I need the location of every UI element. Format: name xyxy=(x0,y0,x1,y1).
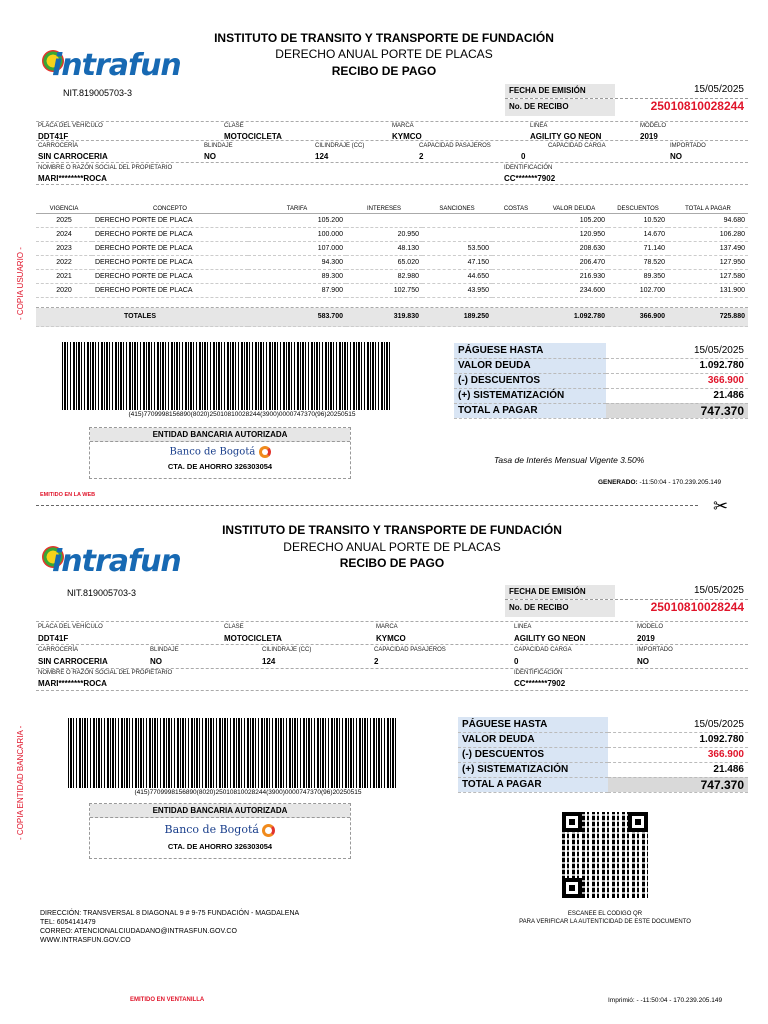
table-cell: 2022 xyxy=(36,256,92,270)
vehicle-info-2 xyxy=(36,621,748,691)
doc-title-2: RECIBO DE PAGO xyxy=(339,556,445,570)
total-label: TOTAL A PAGAR xyxy=(454,403,606,418)
table-cell: 2024 xyxy=(36,228,92,242)
column-header: DESCUENTOS xyxy=(608,205,668,214)
scissors-icon: ✂ xyxy=(713,496,729,516)
footer-direccion: DIRECCIÓN: TRANSVERSAL 8 DIAGONAL 9 # 9-75 FUNDACIÓN - MAGDALENA xyxy=(40,910,300,917)
placa: DDT41F xyxy=(38,132,69,141)
table-cell: DERECHO PORTE DE PLACA xyxy=(92,284,248,298)
detail-table xyxy=(36,205,748,327)
table-cell: DERECHO PORTE DE PLACA xyxy=(92,242,248,256)
column-header: COSTAS xyxy=(492,205,540,214)
carga-label-2: CAPACIDAD CARGA xyxy=(514,647,572,653)
linea-label: LINEA xyxy=(530,123,548,129)
bank-logo-icon xyxy=(259,446,271,458)
table-cell: 127.950 xyxy=(668,256,748,270)
bank-name xyxy=(90,446,350,458)
sist-2: 21.486 xyxy=(608,762,748,777)
imprimio xyxy=(608,997,722,1004)
table-cell: 89.300 xyxy=(248,270,346,284)
identificacion-2: CC*******7902 xyxy=(514,679,566,688)
table-cell: 43.950 xyxy=(422,284,492,298)
paguese-label: PÁGUESE HASTA xyxy=(454,343,606,358)
vehicle-info xyxy=(36,121,748,185)
totals-cell: 366.900 xyxy=(608,308,668,326)
subtitle: DERECHO ANUAL PORTE DE PLACAS xyxy=(275,47,493,61)
table-cell: 137.490 xyxy=(668,242,748,256)
emitido-ventanilla: EMITIDO EN VENTANILLA xyxy=(130,997,205,1003)
column-header: VIGENCIA xyxy=(36,205,92,214)
fecha-emision: 15/05/2025 xyxy=(693,84,744,95)
table-cell: 14.670 xyxy=(608,228,668,242)
qr-code xyxy=(562,812,648,898)
identificacion: CC*******7902 xyxy=(504,174,556,183)
column-header: INTERESES xyxy=(346,205,422,214)
paguese-label-2: PÁGUESE HASTA xyxy=(458,717,608,732)
totals-cell: 583.700 xyxy=(248,308,346,326)
identificacion-label: IDENTIFICACIÓN xyxy=(504,165,553,171)
receipt-info-2 xyxy=(505,585,748,618)
table-row xyxy=(36,228,748,242)
paguese-2: 15/05/2025 xyxy=(608,717,748,732)
receipt-info xyxy=(505,84,748,117)
table-cell: 106.280 xyxy=(668,228,748,242)
importado-label-2: IMPORTADO xyxy=(637,647,673,653)
payment-summary xyxy=(454,343,748,419)
institute-title: INSTITUTO DE TRANSITO Y TRANSPORTE DE FUNDACIÓN xyxy=(214,31,554,45)
table-row xyxy=(36,242,748,256)
table-cell xyxy=(346,214,422,228)
propietario-label-2: NOMBRE O RAZÓN SOCIAL DEL PROPIETARIO xyxy=(38,670,173,676)
column-header: VALOR DEUDA xyxy=(540,205,608,214)
table-cell xyxy=(492,228,540,242)
table-cell xyxy=(492,256,540,270)
pasajeros-2: 2 xyxy=(374,657,379,666)
marca: KYMCO xyxy=(392,132,422,141)
table-cell: 53.500 xyxy=(422,242,492,256)
barcode-2 xyxy=(68,718,398,788)
table-cell: 127.580 xyxy=(668,270,748,284)
table-cell: 2020 xyxy=(36,284,92,298)
table-cell: 94.680 xyxy=(668,214,748,228)
modelo: 2019 xyxy=(640,132,658,141)
marca-2: KYMCO xyxy=(376,634,406,643)
no-recibo-label-2: No. DE RECIBO xyxy=(505,600,615,617)
table-cell: 2023 xyxy=(36,242,92,256)
total-2: 747.370 xyxy=(608,777,748,792)
bank-name-text-2: Banco de Bogotá xyxy=(164,823,259,836)
table-cell: DERECHO PORTE DE PLACA xyxy=(92,256,248,270)
table-cell: 105.200 xyxy=(248,214,346,228)
linea: AGILITY GO NEON xyxy=(530,132,602,141)
total-label-2: TOTAL A PAGAR xyxy=(458,777,608,792)
modelo-2: 2019 xyxy=(637,634,655,643)
barcode xyxy=(62,342,392,410)
modelo-label-2: MODELO xyxy=(637,624,664,630)
table-cell: 131.900 xyxy=(668,284,748,298)
valor: 1.092.780 xyxy=(606,358,748,373)
table-row xyxy=(36,256,748,270)
bank-account: CTA. DE AHORRO 326303054 xyxy=(167,462,273,471)
propietario-label: NOMBRE O RAZÓN SOCIAL DEL PROPIETARIO xyxy=(38,165,173,171)
no-recibo: 25010810028244 xyxy=(650,99,744,113)
table-cell: 48.130 xyxy=(346,242,422,256)
placa-label-2: PLACA DEL VEHÍCULO xyxy=(38,624,103,630)
table-cell: 102.750 xyxy=(346,284,422,298)
table-cell: 82.980 xyxy=(346,270,422,284)
clase-2: MOTOCICLETA xyxy=(224,634,282,643)
footer-tel: TEL: 6054141479 xyxy=(40,919,96,926)
carroceria-2: SIN CARROCERIA xyxy=(38,657,108,666)
table-cell xyxy=(492,214,540,228)
no-recibo-label: No. DE RECIBO xyxy=(505,99,615,116)
no-recibo-2: 25010810028244 xyxy=(650,600,744,614)
cilindraje-2: 124 xyxy=(262,657,276,666)
bank-account-2: CTA. DE AHORRO 326303054 xyxy=(167,841,273,851)
valor-label: VALOR DEUDA xyxy=(454,358,606,373)
table-cell: 2021 xyxy=(36,270,92,284)
blindaje: NO xyxy=(204,152,216,161)
table-cell: 10.520 xyxy=(608,214,668,228)
pasajeros-label: CAPACIDAD PASAJEROS xyxy=(419,143,491,149)
table-cell: DERECHO PORTE DE PLACA xyxy=(92,228,248,242)
table-cell: 94.300 xyxy=(248,256,346,270)
clase-label-2: CLASE xyxy=(224,624,244,630)
paguese: 15/05/2025 xyxy=(606,343,748,358)
totals-label: TOTALES xyxy=(36,308,248,326)
table-cell: 87.900 xyxy=(248,284,346,298)
table-cell: 71.140 xyxy=(608,242,668,256)
clase: MOTOCICLETA xyxy=(224,132,282,141)
payment-summary-2 xyxy=(458,717,748,793)
column-header: TOTAL A PAGAR xyxy=(668,205,748,214)
importado-label: IMPORTADO xyxy=(670,143,706,149)
bank-name-text: Banco de Bogotá xyxy=(169,446,256,458)
generado-value: -11:50:04 - 170.239.205.149 xyxy=(639,479,722,486)
logo-2 xyxy=(40,540,181,586)
table-cell: 2025 xyxy=(36,214,92,228)
nit-2: NIT.819005703-3 xyxy=(67,588,137,598)
totals-cell: 1.092.780 xyxy=(540,308,608,326)
totals-cell: 725.880 xyxy=(668,308,748,326)
table-cell xyxy=(492,284,540,298)
blindaje-label: BLINDAJE xyxy=(204,143,233,149)
blindaje-label-2: BLINDAJE xyxy=(150,647,179,653)
totals-cell: 189.250 xyxy=(422,308,492,326)
linea-2: AGILITY GO NEON xyxy=(514,634,586,643)
imprimio-label: Imprimió: xyxy=(608,997,635,1004)
interest-note: Tasa de Interés Mensual Vigente 3.50% xyxy=(494,455,645,465)
desc-2: 366.900 xyxy=(608,747,748,762)
valor-2: 1.092.780 xyxy=(608,732,748,747)
marca-label: MARCA xyxy=(392,123,414,129)
table-cell: 234.600 xyxy=(540,284,608,298)
fecha-emision-label-2: FECHA DE EMISIÓN xyxy=(505,585,615,599)
importado-2: NO xyxy=(637,657,649,666)
footer-contact xyxy=(40,909,299,945)
totals-row xyxy=(36,308,748,326)
sist-label: (+) SISTEMATIZACIÓN xyxy=(454,388,606,403)
sist-label-2: (+) SISTEMATIZACIÓN xyxy=(458,762,608,777)
carga-label: CAPACIDAD CARGA xyxy=(548,143,606,149)
cilindraje: 124 xyxy=(315,152,329,161)
table-cell: DERECHO PORTE DE PLACA xyxy=(92,270,248,284)
table-cell: 107.000 xyxy=(248,242,346,256)
table-cell xyxy=(422,214,492,228)
identificacion-label-2: IDENTIFICACIÓN xyxy=(514,670,563,676)
desc: 366.900 xyxy=(606,373,748,388)
nit: NIT.819005703-3 xyxy=(63,88,133,98)
propietario: MARI********ROCA xyxy=(38,174,107,183)
fecha-emision-2: 15/05/2025 xyxy=(693,585,744,596)
column-header: SANCIONES xyxy=(422,205,492,214)
logo-text-2: intrafun xyxy=(52,544,181,579)
table-cell: 216.930 xyxy=(540,270,608,284)
carga: 0 xyxy=(521,152,526,161)
table-cell: 208.630 xyxy=(540,242,608,256)
fecha-emision-label: FECHA DE EMISIÓN xyxy=(505,84,615,98)
table-cell: 206.470 xyxy=(540,256,608,270)
table-row xyxy=(36,284,748,298)
table-cell xyxy=(492,242,540,256)
table-cell: DERECHO PORTE DE PLACA xyxy=(92,214,248,228)
desc-label: (-) DESCUENTOS xyxy=(454,373,606,388)
table-cell: 105.200 xyxy=(540,214,608,228)
table-cell: 120.950 xyxy=(540,228,608,242)
valor-label-2: VALOR DEUDA xyxy=(458,732,608,747)
bank-title-2: ENTIDAD BANCARIA AUTORIZADA xyxy=(90,804,350,818)
generado xyxy=(598,479,721,486)
bank-title: ENTIDAD BANCARIA AUTORIZADA xyxy=(90,428,350,442)
clase-label: CLASE xyxy=(224,123,244,129)
table-cell: 89.350 xyxy=(608,270,668,284)
pasajeros: 2 xyxy=(419,152,424,161)
table-cell: 44.650 xyxy=(422,270,492,284)
column-header: TARIFA xyxy=(248,205,346,214)
bank-name-2 xyxy=(90,823,350,837)
totals-cell xyxy=(492,308,540,326)
logo-text: intrafun xyxy=(52,48,181,83)
institute-title-2: INSTITUTO DE TRANSITO Y TRANSPORTE DE FUNDACIÓN xyxy=(222,523,562,537)
table-cell: 102.700 xyxy=(608,284,668,298)
totals-cell: 319.830 xyxy=(346,308,422,326)
table-cell: 47.150 xyxy=(422,256,492,270)
doc-title: RECIBO DE PAGO xyxy=(331,64,437,78)
placa-2: DDT41F xyxy=(38,634,69,643)
table-cell: 100.000 xyxy=(248,228,346,242)
table-cell: 65.020 xyxy=(346,256,422,270)
table-cell xyxy=(422,228,492,242)
placa-label: PLACA DEL VEHÍCULO xyxy=(38,123,103,129)
table-row xyxy=(36,270,748,284)
qr-caption-1: ESCANEE EL CODIGO QR xyxy=(567,911,643,917)
bank-box-2 xyxy=(89,803,351,859)
sist: 21.486 xyxy=(606,388,748,403)
total: 747.370 xyxy=(606,403,748,418)
column-header: CONCEPTO xyxy=(92,205,248,214)
qr-caption-2: PARA VERIFICAR LA AUTENTICIDAD DE ESTE DOCUMENTO xyxy=(519,919,691,925)
copia-banco-label: - COPIA ENTIDAD BANCARIA - xyxy=(16,725,25,840)
carroceria-label: CARROCERÍA xyxy=(38,143,79,149)
copia-usuario-label: - COPIA USUARIO - xyxy=(16,247,25,320)
imprimio-value: - -11:50:04 - 170.239.205.149 xyxy=(636,997,723,1004)
cilindraje-label: CILINDRAJE (CC) xyxy=(315,143,365,149)
table-cell: 78.520 xyxy=(608,256,668,270)
cilindraje-label-2: CILINDRAJE (CC) xyxy=(262,647,312,653)
footer-web: WWW.INTRASFUN.GOV.CO xyxy=(40,937,131,944)
marca-label-2: MARCA xyxy=(376,624,398,630)
footer-correo: CORREO: ATENCIONALCIUDADANO@INTRASFUN.GOV.CO xyxy=(40,928,237,935)
emitido-web: EMITIDO EN LA WEB xyxy=(40,492,96,498)
subtitle-2: DERECHO ANUAL PORTE DE PLACAS xyxy=(283,540,501,554)
cut-line xyxy=(36,505,698,506)
carroceria: SIN CARROCERIA xyxy=(38,152,108,161)
pasajeros-label-2: CAPACIDAD PASAJEROS xyxy=(374,647,446,653)
table-row xyxy=(36,214,748,228)
importado: NO xyxy=(670,152,682,161)
carroceria-label-2: CARROCERÍA xyxy=(38,647,79,653)
generado-label: GENERADO: xyxy=(598,479,638,486)
logo xyxy=(40,44,181,90)
barcode-text: (415)7709998156890(8020)25010810028244(3900)0000747370(96)20250515 xyxy=(128,411,356,418)
table-cell xyxy=(492,270,540,284)
modelo-label: MODELO xyxy=(640,123,667,129)
propietario-2: MARI********ROCA xyxy=(38,679,107,688)
bank-box xyxy=(89,427,351,479)
linea-label-2: LINEA xyxy=(514,624,532,630)
barcode-text-2: (415)7709998156890(8020)25010810028244(3900)0000747370(96)20250515 xyxy=(134,789,362,796)
desc-label-2: (-) DESCUENTOS xyxy=(458,747,608,762)
bank-logo-icon-2 xyxy=(262,824,275,837)
table-cell: 20.950 xyxy=(346,228,422,242)
table-header xyxy=(36,205,748,214)
blindaje-2: NO xyxy=(150,657,162,666)
carga-2: 0 xyxy=(514,657,519,666)
